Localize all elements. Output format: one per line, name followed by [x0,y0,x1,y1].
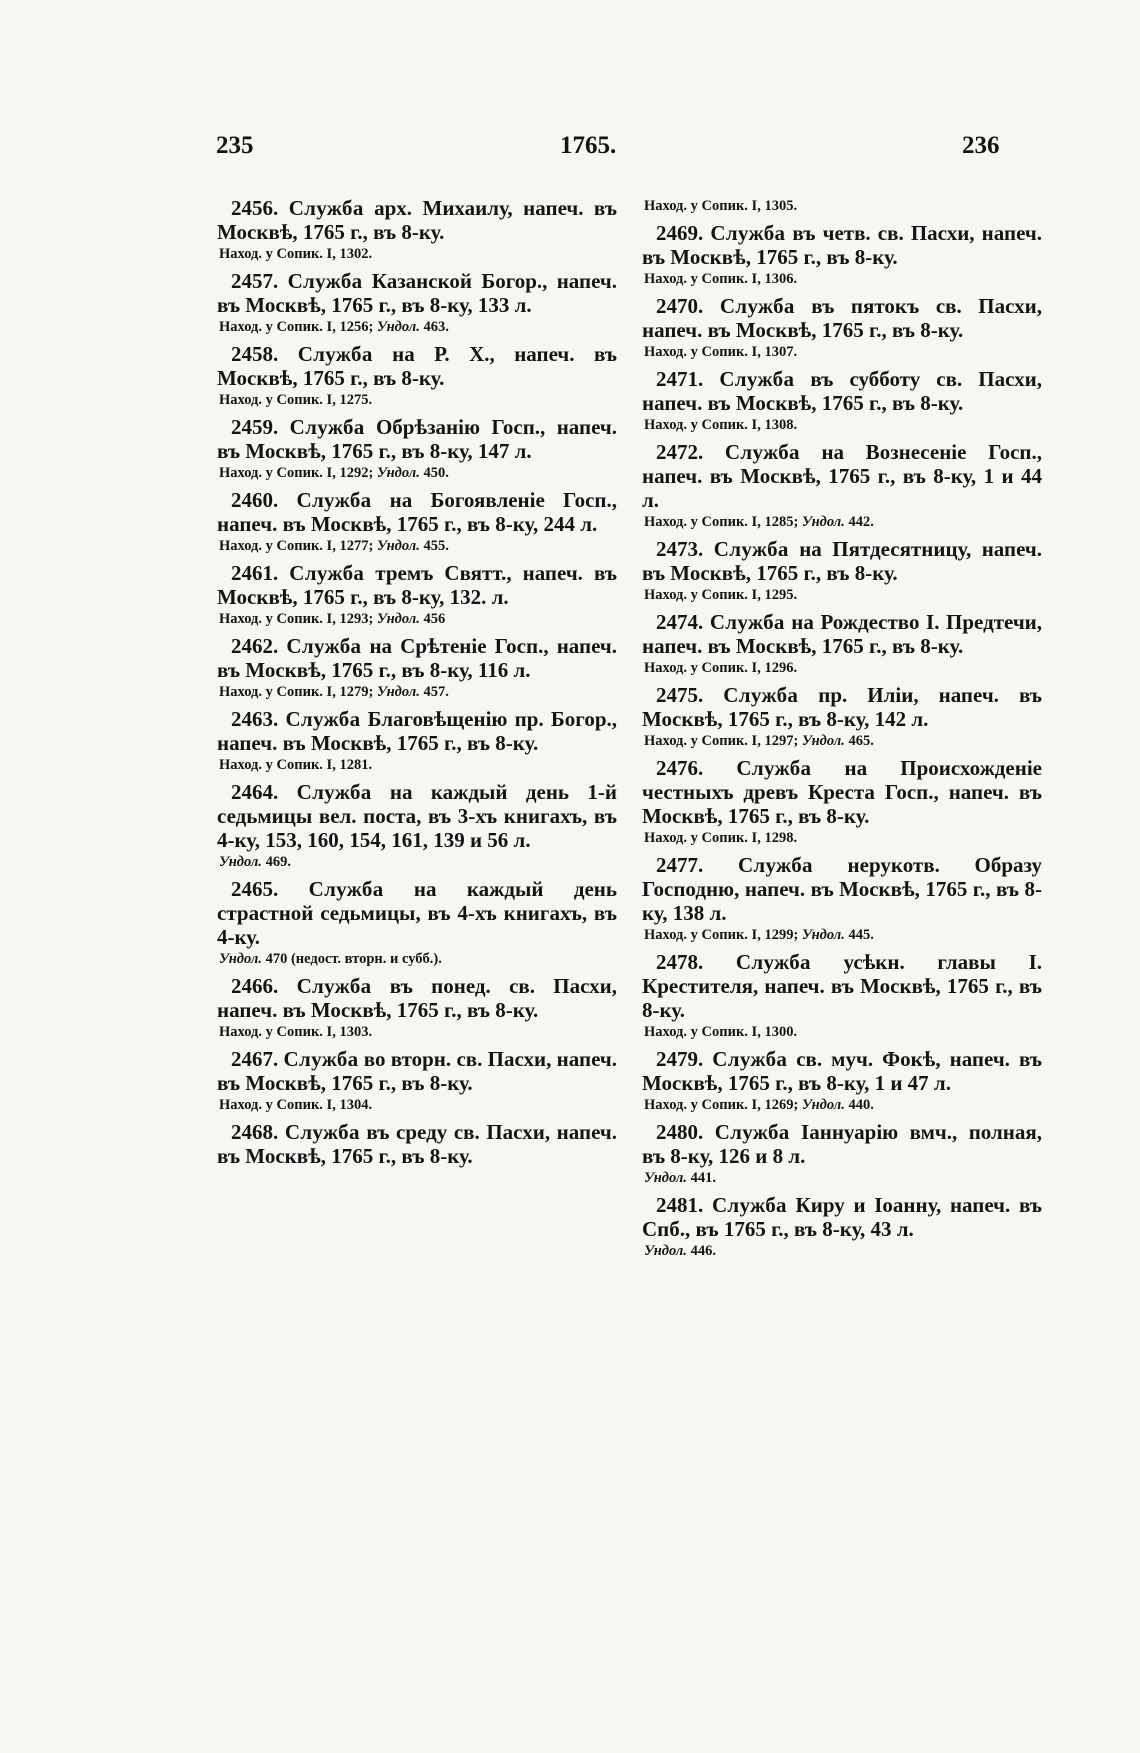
note-reference: 440. [848,1097,874,1113]
entry-text [217,1047,617,1095]
entry-number: 2478. [656,950,704,974]
entry-keyword: Служба [709,610,785,634]
entry-text [217,561,617,609]
note-reference: 450. [423,465,449,481]
entry-location-note [642,1095,1042,1115]
entry-location-note [217,949,617,969]
entry-description: Казанской Богор., напеч. въ Москвѣ, 1765 г., въ 8-ку, 133 л. [217,269,618,317]
note-text: Наход. у Сопик. I, 1307. [644,344,798,360]
right-column [642,196,1042,1266]
catalog-entry [642,950,1042,1042]
catalog-entry [642,196,1042,216]
entry-description: въ понед. св. Пасхи, напеч. въ Москвѣ, 1765 г., въ 8-ку. [217,974,618,1022]
catalog-entry [217,974,617,1042]
entry-keyword: Служба [285,707,361,731]
note-reference: 441. [690,1170,716,1186]
entry-text [217,780,617,852]
entry-text [642,756,1042,828]
entry-description: Іаннуарію вмч., полная, въ 8-ку, 126 и 8 л. [642,1120,1043,1168]
note-reference: 470 (недост. вторн. и субб.). [265,951,442,967]
entry-text [217,196,617,244]
entry-description: на каждый день 1-й седьмицы вел. поста, въ 3-хъ книгахъ, въ 4-ку, 153, 160, 154, 161, 139 и 56 л. [217,780,618,852]
catalog-entry [642,294,1042,362]
entry-number: 2465. [231,877,279,901]
entry-description: на Р. Х., напеч. въ Москвѣ, 1765 г., въ 8-ку. [217,342,618,390]
entry-description: Благовѣщенію пр. Богор., напеч. въ Москвѣ, 1765 г., въ 8-ку. [217,707,617,755]
entry-location-note [642,342,1042,362]
entry-keyword: Служба [296,780,372,804]
entry-description: на каждый день страстной седьмицы, въ 4-хъ книгахъ, въ 4-ку. [217,877,617,949]
note-text: Наход. у Сопик. I, 1275. [219,392,373,408]
entry-description: въ субботу св. Пасхи, напеч. въ Москвѣ, 1765 г., въ 8-ку. [642,367,1043,415]
entry-keyword: Служба [712,1047,788,1071]
entry-number: 2460. [231,488,279,512]
catalog-entry [217,780,617,872]
entry-text [642,683,1042,731]
entry-description: арх. Михаилу, напеч. въ Москвѣ, 1765 г., въ 8-ку. [217,196,617,244]
entry-keyword: Служба [713,537,789,561]
catalog-entry [217,877,617,969]
entry-description: во вторн. св. Пасхи, напеч. въ Москвѣ, 1765 г., въ 8-ку. [217,1047,617,1095]
note-source-italic: Ундол. [219,854,262,870]
entry-keyword: Служба [287,269,363,293]
note-text: Наход. у Сопик. I, 1306. [644,271,798,287]
note-text: Наход. у Сопик. I, 1279; [219,684,374,700]
note-text: Наход. у Сопик. I, 1299; [644,927,799,943]
page-header [0,132,1140,172]
entry-number: 2474. [656,610,704,634]
entry-keyword: Служба [289,561,365,585]
entry-number: 2481. [656,1193,704,1217]
entry-text [217,415,617,463]
note-source-italic: Ундол. [376,538,420,554]
entry-location-note [642,585,1042,605]
entry-keyword: Служба [296,974,372,998]
entry-location-note [642,925,1042,945]
entry-text [642,440,1042,512]
entry-number: 2467. [231,1047,279,1071]
catalog-entry [217,342,617,410]
entry-number: 2463. [231,707,279,731]
entry-number: 2464. [231,780,279,804]
entry-number: 2459. [231,415,279,439]
note-text: Наход. у Сопик. I, 1296. [644,660,798,676]
note-text: Наход. у Сопик. I, 1269; [644,1097,799,1113]
entry-location-note [642,1241,1042,1261]
entry-text [642,221,1042,269]
note-text: Наход. у Сопик. I, 1304. [219,1097,373,1113]
entry-location-note [642,269,1042,289]
entry-number: 2457. [231,269,279,293]
catalog-entry [642,537,1042,605]
entry-keyword: Служба [284,1120,360,1144]
catalog-entry [642,1047,1042,1115]
catalog-entry [217,561,617,629]
entry-location-note [642,1022,1042,1042]
entry-text [642,367,1042,415]
entry-number: 2468. [231,1120,279,1144]
entry-keyword: Служба [283,1047,359,1071]
entry-description: св. муч. Фокѣ, напеч. въ Москвѣ, 1765 г., въ 8-ку, 1 и 47 л. [642,1047,1043,1095]
entry-text [642,294,1042,342]
entry-description: на Рождество I. Предтечи, напеч. въ Москвѣ, 1765 г., въ 8-ку. [642,610,1043,658]
catalog-entry [642,610,1042,678]
entry-text [642,1193,1042,1241]
entry-description: на Происхожденіе честныхъ древъ Креста Госп., напеч. въ Москвѣ, 1765 г., въ 8-ку. [642,756,1042,828]
entry-keyword: Служба [308,877,384,901]
entry-text [217,707,617,755]
entry-text [642,853,1042,925]
entry-number: 2469. [656,221,704,245]
catalog-entry [642,853,1042,945]
entry-number: 2475. [656,683,704,707]
note-source-italic: Ундол. [801,514,845,530]
left-column [217,196,617,1173]
entry-keyword: Служба [719,367,795,391]
catalog-entry [642,1193,1042,1261]
entry-keyword: Служба [724,440,800,464]
entry-text [642,610,1042,658]
note-text: Наход. у Сопик. I, 1295. [644,587,798,603]
note-text: Наход. у Сопик. I, 1297; [644,733,799,749]
note-text: Наход. у Сопик. I, 1308. [644,417,798,433]
note-source-italic: Ундол. [376,684,420,700]
entry-description: на Срѣтеніе Госп., напеч. въ Москвѣ, 1765 г., въ 8-ку, 116 л. [217,634,618,682]
entry-number: 2458. [231,342,279,366]
catalog-entry [217,634,617,702]
entry-text [642,537,1042,585]
catalog-entry [642,683,1042,751]
note-text: Наход. у Сопик. I, 1298. [644,830,798,846]
catalog-entry [217,415,617,483]
entry-number: 2472. [656,440,704,464]
note-source-italic: Ундол. [801,927,845,943]
entry-description: на Вознесеніе Госп., напеч. въ Москвѣ, 1765 г., въ 8-ку, 1 и 44 л. [642,440,1043,512]
note-reference: 463. [423,319,449,335]
entry-number: 2456. [231,196,279,220]
catalog-entry [217,1047,617,1115]
catalog-entry [642,756,1042,848]
entry-location-note [217,390,617,410]
entry-number: 2470. [656,294,704,318]
note-source-italic: Ундол. [644,1243,687,1259]
note-text: Наход. у Сопик. I, 1302. [219,246,373,262]
note-text: Наход. у Сопик. I, 1292; [219,465,374,481]
entry-location-note [217,682,617,702]
note-reference: 442. [848,514,874,530]
entry-keyword: Служба [723,683,799,707]
entry-location-note [217,244,617,264]
entry-location-note [217,317,617,337]
note-source-italic: Ундол. [376,319,420,335]
entry-description: тремъ Святт., напеч. въ Москвѣ, 1765 г., въ 8-ку, 132. л. [217,561,618,609]
entry-location-note [642,731,1042,751]
note-text: Наход. у Сопик. I, 1303. [219,1024,373,1040]
entry-location-note [642,512,1042,532]
entry-text [642,1047,1042,1095]
entry-location-note [217,536,617,556]
entry-description: на Пятдесятницу, напеч. въ Москвѣ, 1765 г., въ 8-ку. [642,537,1043,585]
entry-number: 2471. [656,367,704,391]
entry-keyword: Служба [286,634,362,658]
entry-keyword: Служба [735,950,811,974]
entry-number: 2479. [656,1047,704,1071]
entry-number: 2466. [231,974,279,998]
entry-location-note [217,755,617,775]
note-source-italic: Ундол. [219,951,262,967]
note-text: Наход. у Сопик. I, 1285; [644,514,799,530]
note-text: Наход. у Сопик. I, 1300. [644,1024,798,1040]
entry-text [217,974,617,1022]
note-source-italic: Ундол. [376,465,420,481]
entry-number: 2477. [656,853,704,877]
entry-location-note [642,415,1042,435]
entry-keyword: Служба [737,853,813,877]
entry-keyword: Служба [710,221,786,245]
entry-keyword: Служба [736,756,812,780]
entry-text [217,877,617,949]
entry-number: 2473. [656,537,704,561]
entry-description: усѣкн. главы I. Крестителя, напеч. въ Москвѣ, 1765 г., въ 8-ку. [642,950,1042,1022]
entry-keyword: Служба [714,1120,790,1144]
entry-location-note [217,852,617,872]
catalog-entry [642,221,1042,289]
entry-keyword: Служба [296,488,372,512]
catalog-entry [217,707,617,775]
catalog-entry [642,1120,1042,1188]
note-reference: 469. [265,854,291,870]
entry-text [217,634,617,682]
note-reference: 465. [848,733,874,749]
note-source-italic: Ундол. [801,1097,845,1113]
note-reference: 455. [423,538,449,554]
entry-description: Киру и Іоанну, напеч. въ Спб., въ 1765 г., въ 8-ку, 43 л. [642,1193,1042,1241]
note-source-italic: Ундол. [644,1170,687,1186]
entry-description: въ пятокъ св. Пасхи, напеч. въ Москвѣ, 1765 г., въ 8-ку. [642,294,1043,342]
catalog-entry [217,1120,617,1168]
note-text: Наход. у Сопик. I, 1293; [219,611,374,627]
note-text: Наход. у Сопик. I, 1305. [644,198,798,214]
running-head-year: 1765. [560,132,617,159]
note-reference: 445. [848,927,874,943]
page-number-left: 235 [216,132,254,159]
entry-location-note [642,196,1042,216]
note-reference: 446. [690,1243,716,1259]
entry-location-note [217,609,617,629]
catalog-entry [217,488,617,556]
catalog-entry [217,269,617,337]
entry-text [217,488,617,536]
entry-description: пр. Иліи, напеч. въ Москвѣ, 1765 г., въ 8-ку, 142 л. [642,683,1043,731]
entry-location-note [642,828,1042,848]
entry-number: 2462. [231,634,279,658]
note-reference: 457. [423,684,449,700]
note-text: Наход. у Сопик. I, 1256; [219,319,374,335]
entry-text [217,342,617,390]
entry-description: на Богоявленіе Госп., напеч. въ Москвѣ, 1765 г., въ 8-ку, 244 л. [217,488,617,536]
entry-location-note [642,1168,1042,1188]
note-source-italic: Ундол. [801,733,845,749]
catalog-entry [642,440,1042,532]
entry-text [642,1120,1042,1168]
note-text: Наход. у Сопик. I, 1277; [219,538,374,554]
entry-number: 2480. [656,1120,704,1144]
catalog-entry [217,196,617,264]
page-number-right: 236 [962,132,1000,159]
catalog-entry [642,367,1042,435]
note-text: Наход. у Сопик. I, 1281. [219,757,373,773]
entry-keyword: Служба [711,1193,787,1217]
entry-location-note [642,658,1042,678]
entry-location-note [217,1022,617,1042]
entry-location-note [217,463,617,483]
entry-description: въ четв. св. Пасхи, напеч. въ Москвѣ, 1765 г., въ 8-ку. [642,221,1042,269]
entry-description: Обрѣзанію Госп., напеч. въ Москвѣ, 1765 г., въ 8-ку, 147 л. [217,415,618,463]
note-source-italic: Ундол. [376,611,420,627]
entry-keyword: Служба [297,342,373,366]
entry-location-note [217,1095,617,1115]
entry-description: въ среду св. Пасхи, напеч. въ Москвѣ, 1765 г., въ 8-ку. [217,1120,617,1168]
entry-number: 2461. [231,561,279,585]
entry-text [642,950,1042,1022]
entry-number: 2476. [656,756,704,780]
entry-keyword: Служба [719,294,795,318]
entry-keyword: Служба [289,415,365,439]
note-reference: 456 [423,611,446,627]
entry-text [217,1120,617,1168]
entry-text [217,269,617,317]
entry-description: нерукотв. Образу Господню, напеч. въ Москвѣ, 1765 г., въ 8-ку, 138 л. [642,853,1043,925]
entry-keyword: Служба [288,196,364,220]
